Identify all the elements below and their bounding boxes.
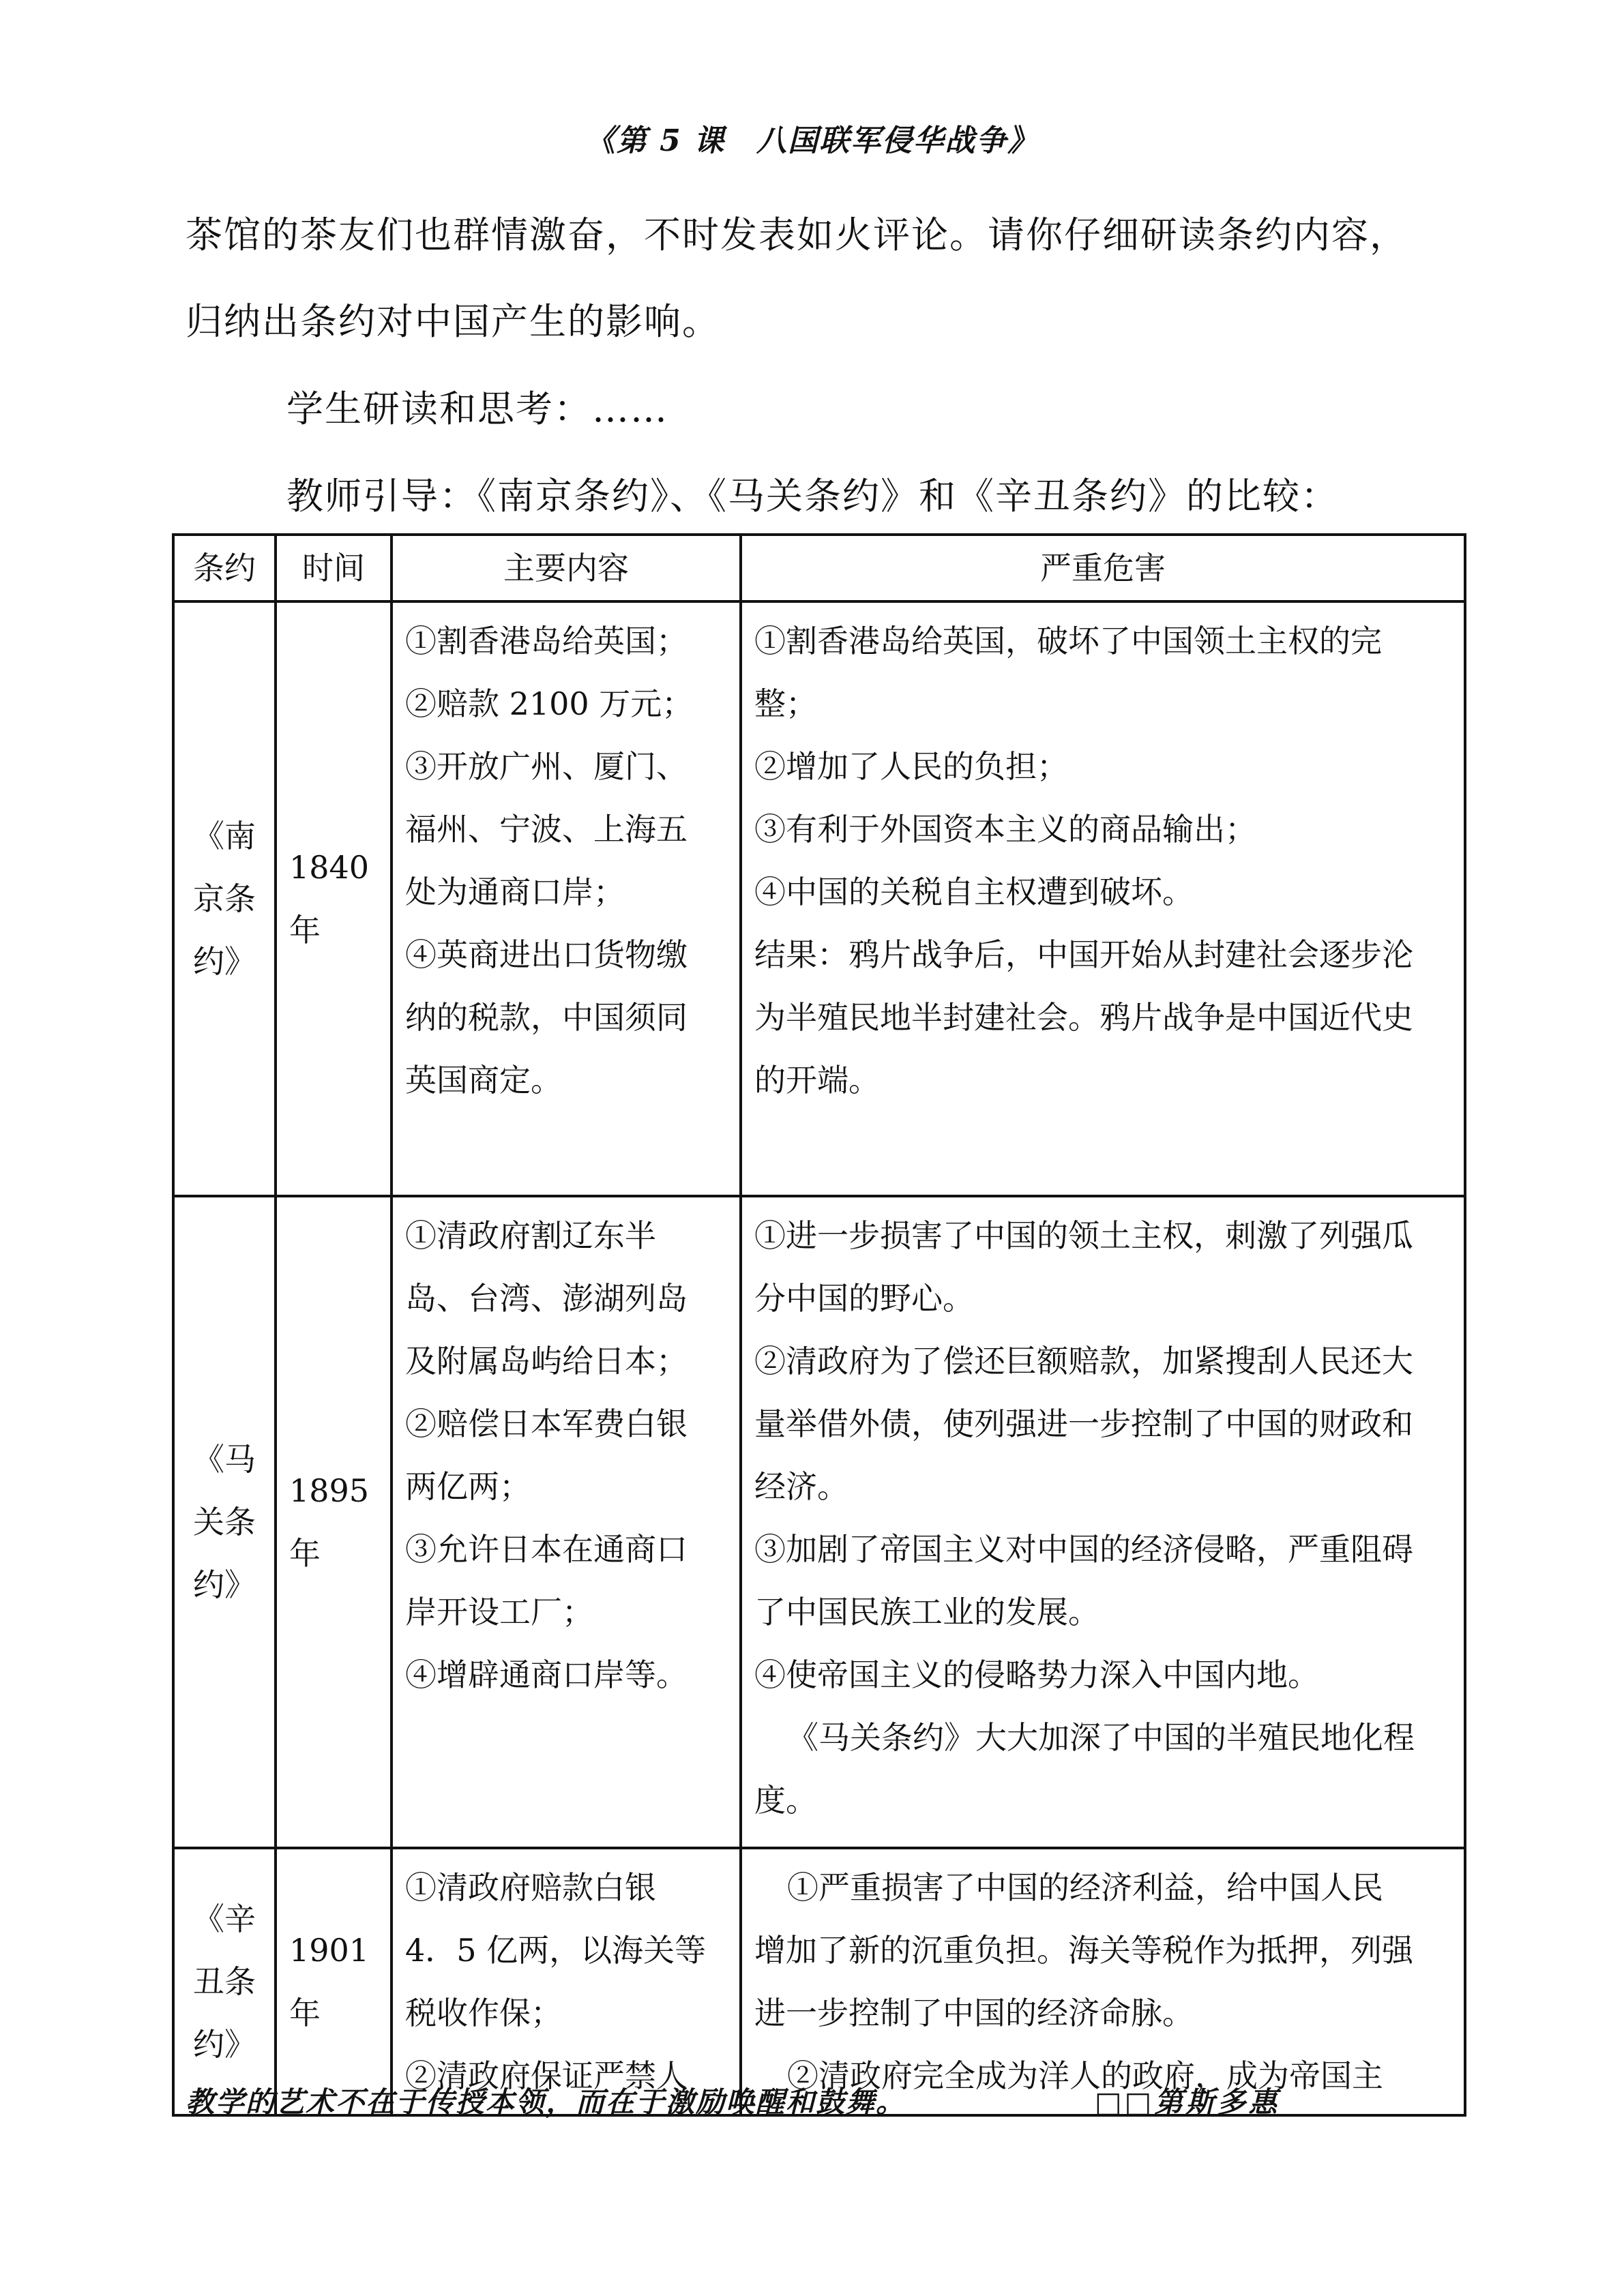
content-line: 处为通商口岸； xyxy=(405,874,625,910)
header-time: 时间 xyxy=(276,535,392,601)
footer-attribution: □□第斯多惠 xyxy=(1095,2085,1280,2119)
harm-line: ②清政府完全成为洋人的政府，成为帝国主 xyxy=(787,2057,1383,2094)
harm-line: ④使帝国主义的侵略势力深入中国内地。 xyxy=(754,1656,1319,1693)
harm-line: 整； xyxy=(754,685,817,722)
table-row xyxy=(173,1848,1465,2115)
treaty-time-line: 年 xyxy=(289,1535,321,1572)
treaty-time-cell xyxy=(276,1196,392,1848)
harm-line: 分中国的野心。 xyxy=(754,1280,974,1317)
paragraph-1: 茶馆的茶友们也群情激奋，不时发表如火评论。请你仔细研读条约内容， xyxy=(186,213,1408,256)
treaty-name-cell xyxy=(173,601,276,1196)
treaty-name-line: 《马 xyxy=(193,1441,256,1478)
harm-line: 进一步控制了中国的经济命脉。 xyxy=(754,1995,1194,2031)
content-line: ④英商进出口货物缴 xyxy=(405,936,688,973)
harm-line: ④中国的关税自主权遭到破坏。 xyxy=(754,874,1194,910)
paragraph-2: 归纳出条约对中国产生的影响。 xyxy=(186,300,720,343)
page-header: 《第 5 课 八国联军侵华战争》 xyxy=(585,123,1039,158)
harm-line: ②清政府为了偿还巨额赔款，加紧搜刮人民还大 xyxy=(754,1343,1413,1380)
treaty-name-line: 约》 xyxy=(193,1566,256,1603)
treaty-name-cell xyxy=(173,1196,276,1848)
content-line: ③允许日本在通商口 xyxy=(405,1531,688,1568)
content-line: ④增辟通商口岸等。 xyxy=(405,1656,688,1693)
harm-line: 的开端。 xyxy=(754,1062,880,1099)
harm-line: 为半殖民地半封建社会。鸦片战争是中国近代史 xyxy=(754,999,1413,1036)
treaty-harm-cell xyxy=(741,1848,1465,2115)
harm-line: 了中国民族工业的发展。 xyxy=(754,1594,1099,1630)
harm-line: ①进一步损害了中国的领土主权，刺激了列强瓜 xyxy=(754,1217,1413,1254)
content-line: 英国商定。 xyxy=(405,1062,562,1099)
paragraph-teacher: 教师引导：《南京条约》、《马关条约》和《辛丑条约》的比较： xyxy=(286,475,1339,518)
content-line: 及附属岛屿给日本； xyxy=(405,1343,688,1380)
content-line: ③开放广州、厦门、 xyxy=(405,748,688,785)
treaty-time-line: 年 xyxy=(289,912,321,949)
treaty-name-line: 丑条 xyxy=(193,1963,256,2000)
treaty-name-line: 约》 xyxy=(193,943,256,980)
treaty-time-cell xyxy=(276,601,392,1196)
content-line: ①清政府割辽东半 xyxy=(405,1217,656,1254)
table-row xyxy=(173,601,1465,1196)
treaty-time-line: 1895 xyxy=(289,1472,370,1509)
harm-line: 增加了新的沉重负担。海关等税作为抵押，列强 xyxy=(754,1932,1413,1969)
harm-line: 度。 xyxy=(754,1782,817,1819)
treaty-time-line: 1901 xyxy=(289,1932,370,1969)
harm-line: ③有利于外国资本主义的商品输出； xyxy=(754,811,1256,848)
treaty-name-line: 关条 xyxy=(193,1504,256,1540)
content-line: 福州、宁波、上海五 xyxy=(405,811,688,848)
harm-line: 经济。 xyxy=(754,1468,848,1505)
harm-line: ②增加了人民的负担； xyxy=(754,748,1068,785)
harm-line: ①严重损害了中国的经济利益，给中国人民 xyxy=(787,1869,1383,1906)
content-line: 纳的税款，中国须同 xyxy=(405,999,688,1036)
treaty-comparison-table xyxy=(172,533,1466,2117)
content-line: 两亿两； xyxy=(405,1468,531,1505)
footer-quote: 教学的艺术不在于传授本领，而在于激励唤醒和鼓舞。 xyxy=(186,2085,906,2119)
treaty-time-line: 年 xyxy=(289,1995,321,2031)
content-line: ①清政府赔款白银 xyxy=(405,1869,656,1906)
content-line: ②清政府保证严禁人 xyxy=(405,2057,688,2094)
treaty-name-line: 《南 xyxy=(193,818,256,854)
treaty-name-line: 约》 xyxy=(193,2026,256,2063)
harm-line: 结果：鸦片战争后，中国开始从封建社会逐步沦 xyxy=(754,936,1413,973)
table-row xyxy=(173,1196,1465,1848)
treaty-time-cell xyxy=(276,1848,392,2115)
header-treaty: 条约 xyxy=(173,535,276,601)
treaty-name-line: 京条 xyxy=(193,880,256,917)
treaty-name-cell xyxy=(173,1848,276,2115)
treaty-time-line: 1840 xyxy=(289,849,370,886)
table-header-row xyxy=(173,535,1465,601)
harm-line: ③加剧了帝国主义对中国的经济侵略，严重阻碍 xyxy=(754,1531,1413,1568)
treaty-content-cell xyxy=(392,1848,741,2115)
treaty-name-line: 《辛 xyxy=(193,1900,256,1937)
treaty-content-cell xyxy=(392,601,741,1196)
content-line: ②赔款 2100 万元； xyxy=(405,685,694,722)
treaty-harm-cell xyxy=(741,601,1465,1196)
header-content: 主要内容 xyxy=(392,535,741,601)
header-harm: 严重危害 xyxy=(741,535,1465,601)
content-line: 4．5 亿两，以海关等 xyxy=(405,1932,707,1969)
paragraph-student: 学生研读和思考：…… xyxy=(286,387,668,430)
treaty-harm-cell xyxy=(741,1196,1465,1848)
content-line: ②赔偿日本军费白银 xyxy=(405,1405,688,1442)
content-line: ①割香港岛给英国； xyxy=(405,623,688,659)
content-line: 岸开设工厂； xyxy=(405,1594,593,1630)
content-line: 税收作保； xyxy=(405,1995,562,2031)
harm-line: 量举借外债，使列强进一步控制了中国的财政和 xyxy=(754,1405,1413,1442)
harm-line: 《马关条约》大大加深了中国的半殖民地化程 xyxy=(787,1719,1415,1756)
content-line: 岛、台湾、澎湖列岛 xyxy=(405,1280,688,1317)
harm-line: ①割香港岛给英国，破坏了中国领土主权的完 xyxy=(754,623,1382,659)
treaty-content-cell xyxy=(392,1196,741,1848)
